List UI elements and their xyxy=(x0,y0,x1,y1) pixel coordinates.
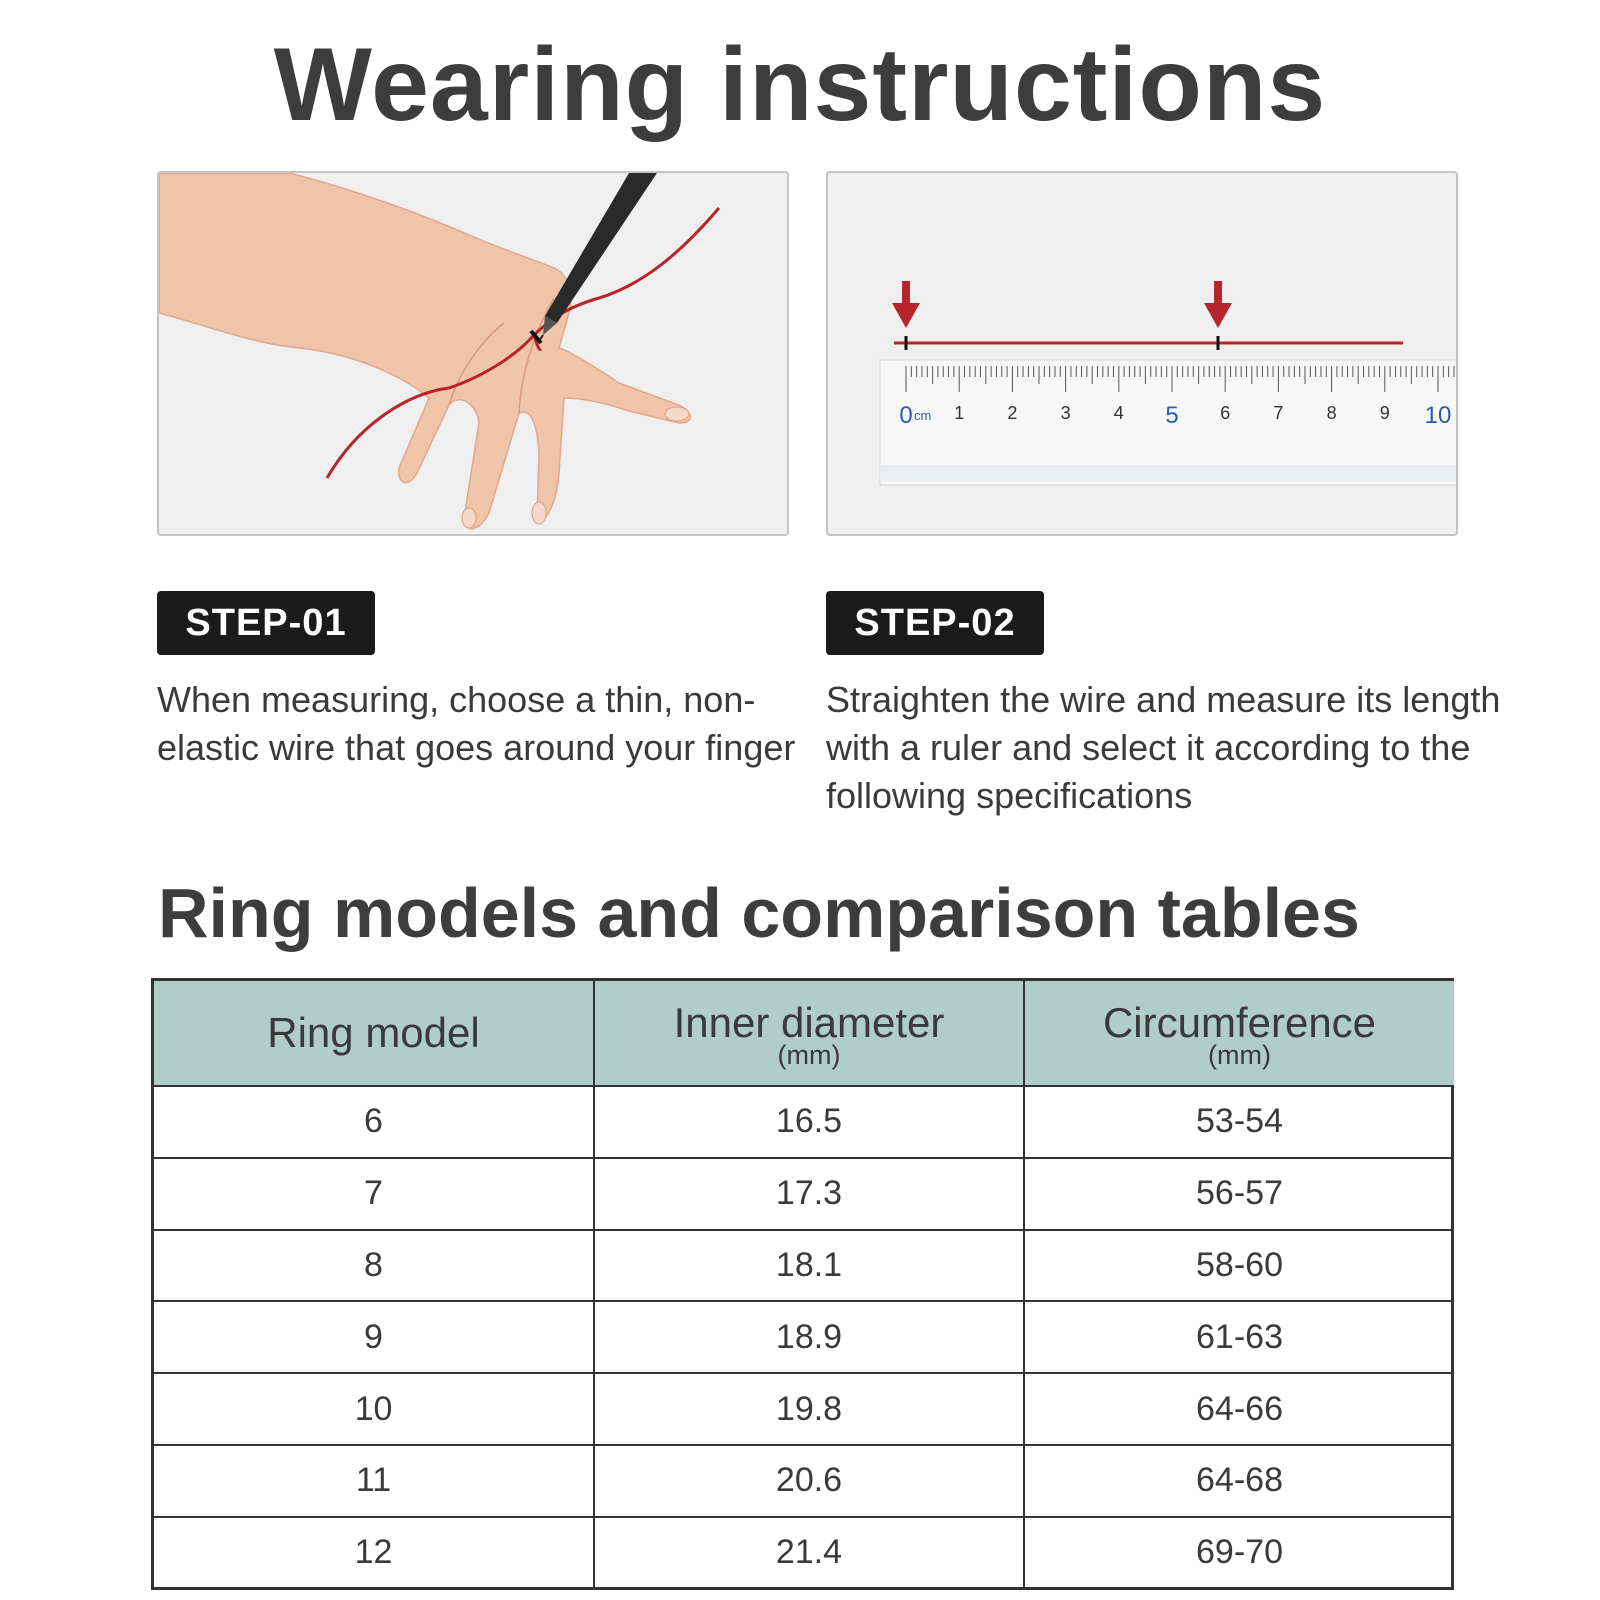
cell-circumference: 56-57 xyxy=(1024,1158,1454,1230)
cell-ring-model: 6 xyxy=(154,1086,594,1158)
cell-ring-model: 10 xyxy=(154,1373,594,1445)
header-ring-model xyxy=(154,981,594,1086)
ruler-label: 8 xyxy=(1326,403,1337,423)
ruler-label: 6 xyxy=(1220,403,1231,423)
ruler-label: 7 xyxy=(1273,403,1284,423)
ruler-label: 0 xyxy=(899,402,913,429)
step-01-text: When measuring, choose a thin, non-elastic wire that goes around your finger xyxy=(157,679,796,768)
header-label: Inner diameter xyxy=(673,999,945,1046)
table-row xyxy=(154,1517,1454,1587)
cell-inner-diameter: 18.9 xyxy=(594,1301,1024,1373)
cell-circumference: 61-63 xyxy=(1024,1301,1454,1373)
cell-circumference: 53-54 xyxy=(1024,1086,1454,1158)
arrow-down-icon xyxy=(1204,281,1232,328)
ruler-label: 3 xyxy=(1060,403,1071,423)
table-header-row xyxy=(154,981,1454,1086)
cell-circumference: 64-66 xyxy=(1024,1373,1454,1445)
ruler-label: 1 xyxy=(954,403,965,423)
ruler-label: 4 xyxy=(1113,403,1124,423)
ruler-label: 10 xyxy=(1424,402,1452,429)
header-label: Circumference xyxy=(1102,999,1377,1046)
step-02-text: Straighten the wire and measure its length with a ruler and select it according to the following specifications xyxy=(826,679,1501,816)
step-01-illustration xyxy=(157,171,789,536)
step-02-illustration xyxy=(826,171,1458,536)
cell-ring-model: 8 xyxy=(154,1230,594,1302)
ruler-label: 5 xyxy=(1165,402,1179,429)
table-title: Ring models and comparison tables xyxy=(158,874,1360,952)
table-row xyxy=(154,1230,1454,1302)
cell-ring-model: 7 xyxy=(154,1158,594,1230)
pen-icon xyxy=(539,173,657,341)
cell-circumference: 69-70 xyxy=(1024,1517,1454,1587)
table-row xyxy=(154,1158,1454,1230)
cell-ring-model: 12 xyxy=(154,1517,594,1587)
step-01-badge: STEP-01 xyxy=(157,591,375,655)
ruler-unit-label: cm xyxy=(914,408,932,423)
cell-inner-diameter: 17.3 xyxy=(594,1158,1024,1230)
cell-ring-model: 11 xyxy=(154,1445,594,1517)
header-label: Ring model xyxy=(267,1009,480,1056)
ruler-label: 9 xyxy=(1379,403,1390,423)
arrow-down-icon xyxy=(892,281,920,328)
table-row xyxy=(154,1373,1454,1445)
table-row xyxy=(154,1445,1454,1517)
cell-ring-model: 9 xyxy=(154,1301,594,1373)
cell-circumference: 64-68 xyxy=(1024,1445,1454,1517)
cell-inner-diameter: 21.4 xyxy=(594,1517,1024,1587)
ring-size-table xyxy=(151,978,1454,1590)
cell-inner-diameter: 16.5 xyxy=(594,1086,1024,1158)
header-unit: (mm) xyxy=(1208,1040,1271,1070)
step-02-badge: STEP-02 xyxy=(826,591,1044,655)
cell-inner-diameter: 19.8 xyxy=(594,1373,1024,1445)
cell-inner-diameter: 20.6 xyxy=(594,1445,1024,1517)
page-title: Wearing instructions xyxy=(273,27,1327,143)
ruler-label: 2 xyxy=(1007,403,1018,423)
header-inner-diameter xyxy=(594,981,1024,1086)
table-row xyxy=(154,1086,1454,1158)
table-row xyxy=(154,1301,1454,1373)
header-circumference xyxy=(1024,981,1454,1086)
header-unit: (mm) xyxy=(777,1040,841,1070)
cell-circumference: 58-60 xyxy=(1024,1230,1454,1302)
cell-inner-diameter: 18.1 xyxy=(594,1230,1024,1302)
